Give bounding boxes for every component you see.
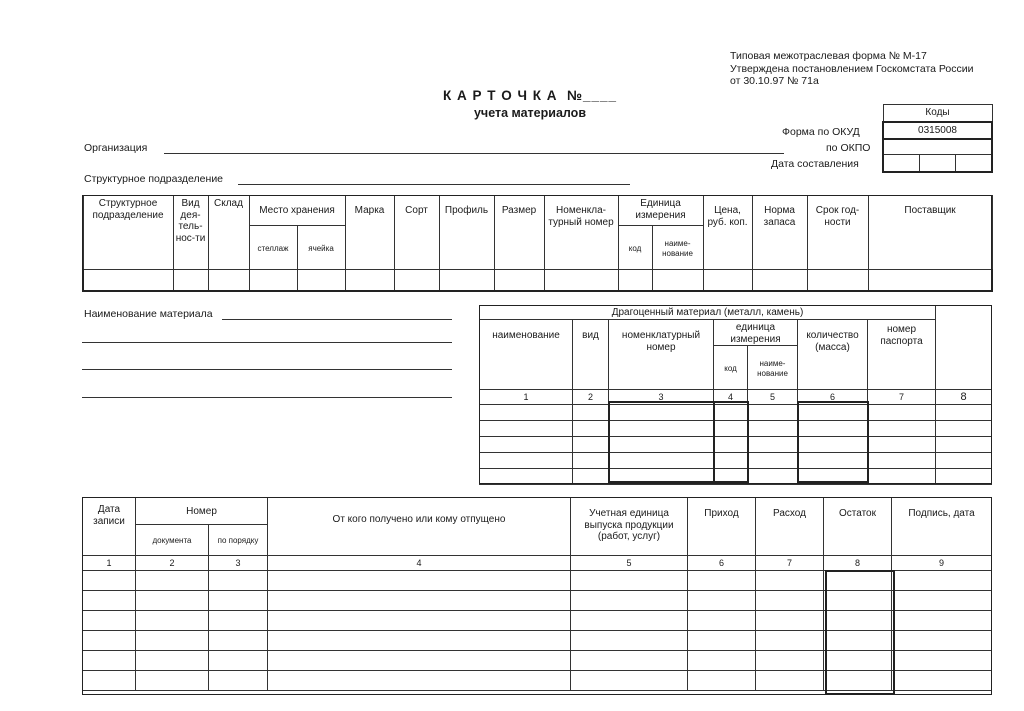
organization-field[interactable]	[164, 153, 784, 154]
col-shelf-life: Срок год-ности	[807, 196, 868, 270]
cell[interactable]	[892, 611, 992, 631]
material-name-line-3[interactable]	[82, 369, 452, 370]
col-profile: Профиль	[439, 196, 494, 270]
date-value-month[interactable]	[919, 155, 955, 172]
cell[interactable]	[892, 591, 992, 611]
col-number-label: 1	[83, 556, 136, 571]
cell[interactable]	[868, 405, 936, 421]
cell[interactable]	[936, 453, 992, 469]
col-pm-type: вид	[573, 320, 609, 390]
table-row	[480, 437, 992, 453]
organization-label: Организация	[84, 142, 148, 154]
cell[interactable]	[688, 591, 756, 611]
cell[interactable]	[480, 405, 573, 421]
cell[interactable]	[136, 651, 209, 671]
cell[interactable]	[494, 270, 544, 291]
form-type-line: Типовая межотраслевая форма № М-17	[730, 50, 927, 62]
card-header-table	[82, 195, 993, 292]
col-number-label: 7	[756, 556, 824, 571]
approval-date-line: от 30.10.97 № 71а	[730, 75, 819, 87]
cell[interactable]	[544, 270, 618, 291]
table-row	[83, 270, 992, 291]
col-from-to: От кого получено или кому отпущено	[268, 498, 571, 556]
cell[interactable]	[714, 421, 748, 437]
cell[interactable]	[209, 651, 268, 671]
okpo-label: по ОКПО	[826, 142, 871, 154]
cell[interactable]	[714, 437, 748, 453]
cell[interactable]	[824, 671, 892, 691]
cell[interactable]	[798, 405, 868, 421]
col-number: 5	[748, 390, 798, 405]
okpo-value[interactable]	[883, 139, 992, 155]
col-number-label: 8	[824, 556, 892, 571]
table-row	[480, 469, 992, 485]
col-stock-norm: Норма запаса	[752, 196, 807, 270]
cell[interactable]	[573, 453, 609, 469]
col-cell: ячейка	[297, 226, 345, 270]
cell[interactable]	[609, 421, 714, 437]
movements-table	[82, 497, 992, 691]
cell[interactable]	[268, 611, 571, 631]
col-pm-unit: единица измерения	[714, 320, 798, 346]
col-number: 3	[609, 390, 714, 405]
cell[interactable]	[136, 611, 209, 631]
date-label: Дата составления	[771, 158, 859, 170]
cell[interactable]	[756, 631, 824, 651]
cell[interactable]	[83, 671, 136, 691]
col-unit-name: наиме-нование	[652, 226, 703, 270]
cell[interactable]	[688, 571, 756, 591]
cell[interactable]	[798, 469, 868, 485]
cell[interactable]	[824, 611, 892, 631]
col-income: Приход	[688, 498, 756, 556]
col-grade: Сорт	[394, 196, 439, 270]
approval-line: Утверждена постановлением Госкомстата России	[730, 62, 974, 75]
cell[interactable]	[824, 651, 892, 671]
col-number: 2	[573, 390, 609, 405]
cell[interactable]	[480, 421, 573, 437]
col-number: 8	[936, 390, 992, 405]
cell[interactable]	[756, 611, 824, 631]
cell[interactable]	[756, 571, 824, 591]
col-order: по порядку	[209, 525, 268, 556]
cell[interactable]	[609, 405, 714, 421]
cell[interactable]	[480, 469, 573, 485]
col-number: 6	[798, 390, 868, 405]
card-title-sub: учета материалов	[473, 106, 587, 120]
cell[interactable]	[688, 631, 756, 651]
cell[interactable]	[609, 453, 714, 469]
cell[interactable]	[748, 421, 798, 437]
cell[interactable]	[571, 671, 688, 691]
codes-header: Коды	[883, 105, 992, 122]
form-header-note	[730, 50, 1010, 88]
col-pm-item-number: номенклатурный номер	[609, 320, 714, 390]
cell[interactable]	[609, 469, 714, 485]
table-row	[83, 671, 992, 691]
col-pm-unit-code: код	[714, 346, 748, 390]
okud-value: 0315008	[883, 122, 992, 139]
cell[interactable]	[936, 437, 992, 453]
cell[interactable]	[714, 405, 748, 421]
cell[interactable]	[268, 631, 571, 651]
date-value-year[interactable]	[955, 155, 992, 172]
column-numbers-row	[83, 556, 992, 571]
col-document: документа	[136, 525, 209, 556]
table-row	[83, 571, 992, 591]
cell[interactable]	[824, 571, 892, 591]
cell[interactable]	[688, 611, 756, 631]
col-item-number: Номенкла-турный номер	[544, 196, 618, 270]
col-empty-8	[936, 306, 992, 390]
cell[interactable]	[83, 270, 173, 291]
cell[interactable]	[173, 270, 208, 291]
cell[interactable]	[714, 469, 748, 485]
col-price: Цена, руб. коп.	[703, 196, 752, 270]
cell[interactable]	[807, 270, 868, 291]
material-name-line-2[interactable]	[82, 342, 452, 343]
cell[interactable]	[798, 421, 868, 437]
cell[interactable]	[703, 270, 752, 291]
cell[interactable]	[480, 453, 573, 469]
cell[interactable]	[573, 405, 609, 421]
cell[interactable]	[268, 671, 571, 691]
cell[interactable]	[892, 631, 992, 651]
cell[interactable]	[618, 270, 652, 291]
cell[interactable]	[394, 270, 439, 291]
cell[interactable]	[209, 631, 268, 651]
cell[interactable]	[571, 651, 688, 671]
precious-material-table	[479, 305, 992, 485]
cell[interactable]	[752, 270, 807, 291]
cell[interactable]	[892, 571, 992, 591]
cell[interactable]	[748, 437, 798, 453]
col-number-label: 4	[268, 556, 571, 571]
card-title	[380, 88, 680, 120]
cell[interactable]	[83, 631, 136, 651]
col-storage: Место хранения	[249, 196, 345, 226]
cell[interactable]	[824, 591, 892, 611]
cell[interactable]	[798, 453, 868, 469]
col-number: 7	[868, 390, 936, 405]
table-row	[83, 651, 992, 671]
cell[interactable]	[798, 437, 868, 453]
cell[interactable]	[136, 631, 209, 651]
cell[interactable]	[571, 591, 688, 611]
table-row	[480, 453, 992, 469]
col-pm-passport: номер паспорта	[868, 320, 936, 390]
col-balance: Остаток	[824, 498, 892, 556]
cell[interactable]	[868, 421, 936, 437]
col-number-label: 3	[209, 556, 268, 571]
cell[interactable]	[573, 421, 609, 437]
cell[interactable]	[209, 571, 268, 591]
cell[interactable]	[136, 591, 209, 611]
cell[interactable]	[439, 270, 494, 291]
cell[interactable]	[571, 631, 688, 651]
cell[interactable]	[936, 469, 992, 485]
cell[interactable]	[136, 571, 209, 591]
cell[interactable]	[688, 651, 756, 671]
cell[interactable]	[83, 591, 136, 611]
col-expense: Расход	[756, 498, 824, 556]
cell[interactable]	[748, 469, 798, 485]
cell[interactable]	[136, 671, 209, 691]
cell[interactable]	[209, 611, 268, 631]
col-pm-name: наименование	[480, 320, 573, 390]
col-number: Номер	[136, 498, 268, 525]
material-name-line-4[interactable]	[82, 397, 452, 398]
col-number-label: 5	[571, 556, 688, 571]
precious-material-title: Драгоценный материал (металл, камень)	[480, 306, 936, 320]
cell[interactable]	[297, 270, 345, 291]
col-number: 4	[714, 390, 748, 405]
cell[interactable]	[824, 631, 892, 651]
col-number-label: 6	[688, 556, 756, 571]
cell[interactable]	[868, 437, 936, 453]
col-rack: стеллаж	[249, 226, 297, 270]
cell[interactable]	[268, 571, 571, 591]
cell[interactable]	[868, 270, 992, 291]
material-name-field[interactable]	[222, 319, 452, 320]
cell[interactable]	[748, 405, 798, 421]
col-accounting-unit: Учетная единица выпуска продукции (работ, услуг)	[571, 498, 688, 556]
col-number: 1	[480, 390, 573, 405]
cell[interactable]	[892, 651, 992, 671]
col-pm-unit-name: наиме-нование	[748, 346, 798, 390]
cell[interactable]	[573, 469, 609, 485]
col-unit-code: код	[618, 226, 652, 270]
cell[interactable]	[571, 571, 688, 591]
division-field[interactable]	[238, 184, 630, 185]
cell[interactable]	[756, 671, 824, 691]
col-supplier: Поставщик	[868, 196, 992, 270]
material-name-label: Наименование материала	[84, 308, 213, 320]
date-value-day[interactable]	[883, 155, 919, 172]
cell[interactable]	[268, 651, 571, 671]
cell[interactable]	[652, 270, 703, 291]
cell[interactable]	[688, 671, 756, 691]
col-activity: Вид дея-тель-нос-ти	[173, 196, 208, 270]
codes-table	[882, 104, 993, 173]
cell[interactable]	[83, 611, 136, 631]
cell[interactable]	[573, 437, 609, 453]
col-warehouse: Склад	[208, 196, 249, 270]
col-pm-quantity: количество (масса)	[798, 320, 868, 390]
division-label: Структурное подразделение	[84, 173, 224, 185]
cell[interactable]	[748, 453, 798, 469]
table-row	[480, 421, 992, 437]
cell[interactable]	[868, 469, 936, 485]
cell[interactable]	[480, 437, 573, 453]
table-row	[83, 611, 992, 631]
cell[interactable]	[268, 591, 571, 611]
cell[interactable]	[936, 421, 992, 437]
cell[interactable]	[208, 270, 249, 291]
cell[interactable]	[83, 651, 136, 671]
col-division: Структурное подразделение	[83, 196, 173, 270]
cell[interactable]	[209, 591, 268, 611]
cell[interactable]	[609, 437, 714, 453]
cell[interactable]	[936, 405, 992, 421]
col-unit: Единица измерения	[618, 196, 703, 226]
cell[interactable]	[892, 671, 992, 691]
column-numbers-row	[480, 390, 992, 405]
col-size: Размер	[494, 196, 544, 270]
card-title-main: К А Р Т О Ч К А №____	[442, 88, 618, 103]
cell[interactable]	[714, 453, 748, 469]
table-row	[83, 631, 992, 651]
col-date: Дата записи	[83, 498, 136, 556]
cell[interactable]	[756, 651, 824, 671]
col-brand: Марка	[345, 196, 394, 270]
okud-label: Форма по ОКУД	[782, 126, 860, 138]
table-row	[480, 405, 992, 421]
cell[interactable]	[83, 571, 136, 591]
table-row	[83, 591, 992, 611]
cell[interactable]	[571, 611, 688, 631]
col-number-label: 2	[136, 556, 209, 571]
cell[interactable]	[249, 270, 297, 291]
col-number-label: 9	[892, 556, 992, 571]
cell[interactable]	[209, 671, 268, 691]
col-signature: Подпись, дата	[892, 498, 992, 556]
cell[interactable]	[868, 453, 936, 469]
cell[interactable]	[345, 270, 394, 291]
cell[interactable]	[756, 591, 824, 611]
